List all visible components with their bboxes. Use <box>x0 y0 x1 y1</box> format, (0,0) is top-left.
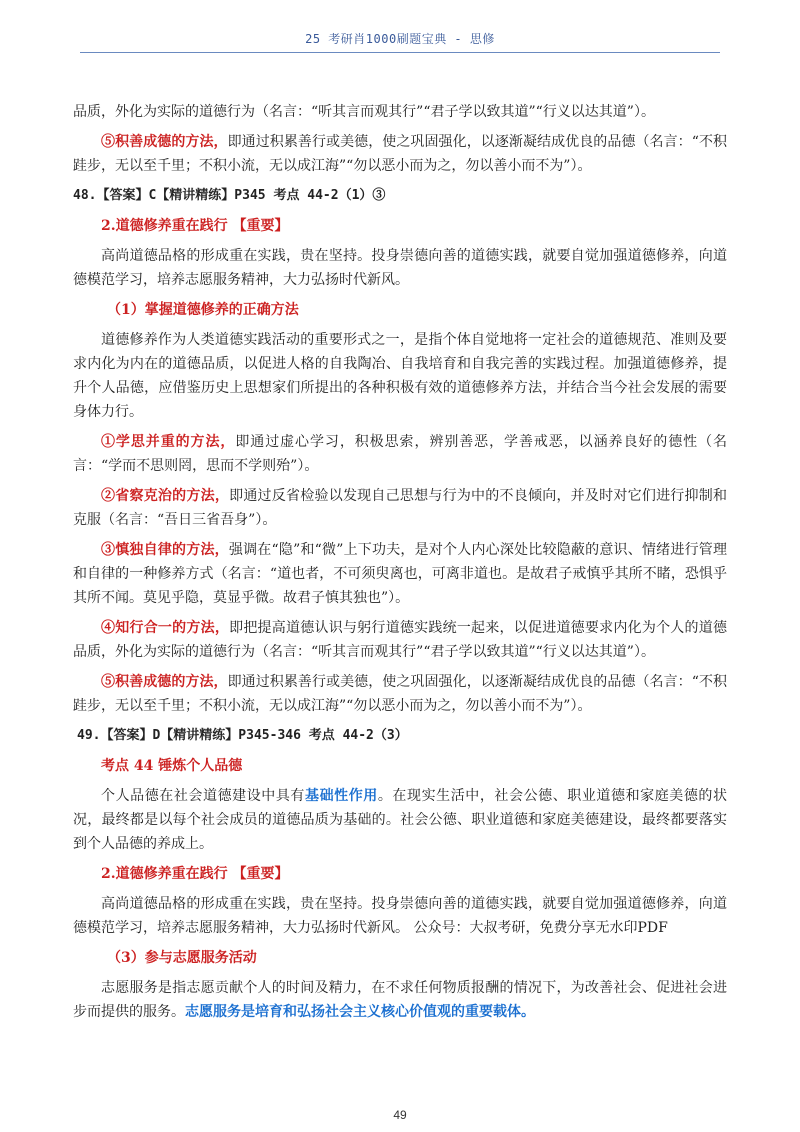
paragraph-practice: 高尚道德品格的形成重在实践，贵在坚持。投身崇德向善的道德实践，就要自觉加强道德修养，向道德模范学习，培养志愿服务精神，大力弘扬时代新风。 <box>73 248 727 288</box>
personal-virtue-text-b: 。在现实生活中，社会公德、职业道德和家庭美德的状况，最终都是以每个社会成员的道德品质为基础的。社会公德、职业道德和家庭美德建设，最终都要落实到个人品德的养成上。 <box>73 788 728 852</box>
subheading-volunteer: （3）参与志愿服务活动 <box>107 950 257 966</box>
section-heading-practice-b: 2.道德修养重在践行 【重要】 <box>101 866 289 882</box>
method-5-paragraph-b <box>73 670 727 718</box>
personal-virtue-text-a: 个人品德在社会道德建设中具有 <box>101 788 305 804</box>
method-1-paragraph <box>73 430 727 478</box>
section-heading-practice: 2.道德修养重在践行 【重要】 <box>101 218 289 234</box>
subheading-methods: （1）掌握道德修养的正确方法 <box>107 302 299 318</box>
method-3-label: ③慎独自律的方法， <box>101 542 229 558</box>
method-5-text: 即通过积累善行或美德，使之巩固强化，以逐渐凝结成优良的品德（名言：“不积跬步，无以至千里；不积小流，无以成江海”“勿以恶小而为之，勿以善小而不为”）。 <box>73 134 728 174</box>
header-divider <box>80 52 720 53</box>
highlight-foundational-role: 基础性作用 <box>305 788 378 804</box>
page-content <box>73 100 727 1030</box>
volunteer-text: 志愿服务是指志愿贡献个人的时间及精力，在不求任何物质报酬的情况下，为改善社会、促进社会进步而提供的服务。 <box>73 980 727 1020</box>
method-4-paragraph <box>73 616 727 664</box>
method-2-label: ②省察克治的方法， <box>101 488 230 504</box>
paragraph-volunteer <box>73 976 727 1024</box>
paragraph-personal-virtue <box>73 784 727 856</box>
method-4-label: ④知行合一的方法， <box>101 620 230 636</box>
method-3-paragraph <box>73 538 727 610</box>
method-5-label-b: ⑤积善成德的方法， <box>101 674 228 690</box>
answer-48: 48.【答案】C【精讲精练】P345 考点 44-2（1）③ <box>73 188 386 203</box>
method-1-text: 即通过虚心学习，积极思索，辨别善恶，学善戒恶，以涵养良好的德性（名言：“学而不思则罔，思而不学则殆”）。 <box>73 434 728 474</box>
method-2-paragraph <box>73 484 727 532</box>
paragraph-practice-b: 高尚道德品格的形成重在实践，贵在坚持。投身崇德向善的道德实践，就要自觉加强道德修养，向道德模范学习，培养志愿服务精神，大力弘扬时代新风。 公众号：大叔考研，免费分享无水印PDF <box>73 896 727 936</box>
method-1-label: ①学思并重的方法， <box>101 434 236 450</box>
method-5-label: ⑤积善成德的方法， <box>101 134 228 150</box>
kaodian-heading: 考点 44 锤炼个人品德 <box>101 758 243 774</box>
method-2-text: 即通过反省检验以发现自己思想与行为中的不良倾向，并及时对它们进行抑制和克服（名言：“吾日三省吾身”）。 <box>73 488 727 528</box>
method-5-paragraph <box>73 130 727 178</box>
page-number: 49 <box>393 1108 407 1122</box>
answer-49: 49.【答案】D【精讲精练】P345-346 考点 44-2（3） <box>77 728 408 743</box>
page-header: 25 考研肖1000刷题宝典 - 思修 <box>305 32 495 46</box>
paragraph-cultivation: 道德修养作为人类道德实践活动的重要形式之一，是指个体自觉地将一定社会的道德规范、准则及要求内化为内在的道德品质，以促进人格的自我陶冶、自我培育和自我完善的实践过程。加强道德修养，提升个人品德，应借鉴历史上思想家们所提出的各种积极有效的道德修养方法，并结合当今社会发展的需要身体力行。 <box>73 332 727 420</box>
paragraph-continued: 品质，外化为实际的道德行为（名言：“听其言而观其行”“君子学以致其道”“行义以达其道”）。 <box>73 104 655 120</box>
highlight-volunteer-carrier: 志愿服务是培育和弘扬社会主义核心价值观的重要载体。 <box>185 1004 535 1020</box>
method-3-text: 强调在“隐”和“微”上下功夫，是对个人内心深处比较隐蔽的意识、情绪进行管理和自律的一种修养方式（名言：“道也者，不可须臾离也，可离非道也。是故君子戒慎乎其所不睹，恐惧乎其所不闻。莫见乎隐，莫显乎微。故君子慎其独也”）。 <box>73 542 727 606</box>
method-4-text: 即把提高道德认识与躬行道德实践统一起来，以促进道德要求内化为个人的道德品质，外化为实际的道德行为（名言：“听其言而观其行”“君子学以致其道”“行义以达其道”）。 <box>73 620 727 660</box>
method-5-text-b: 即通过积累善行或美德，使之巩固强化，以逐渐凝结成优良的品德（名言：“不积跬步，无以至千里；不积小流，无以成江海”“勿以恶小而为之，勿以善小而不为”）。 <box>73 674 728 714</box>
